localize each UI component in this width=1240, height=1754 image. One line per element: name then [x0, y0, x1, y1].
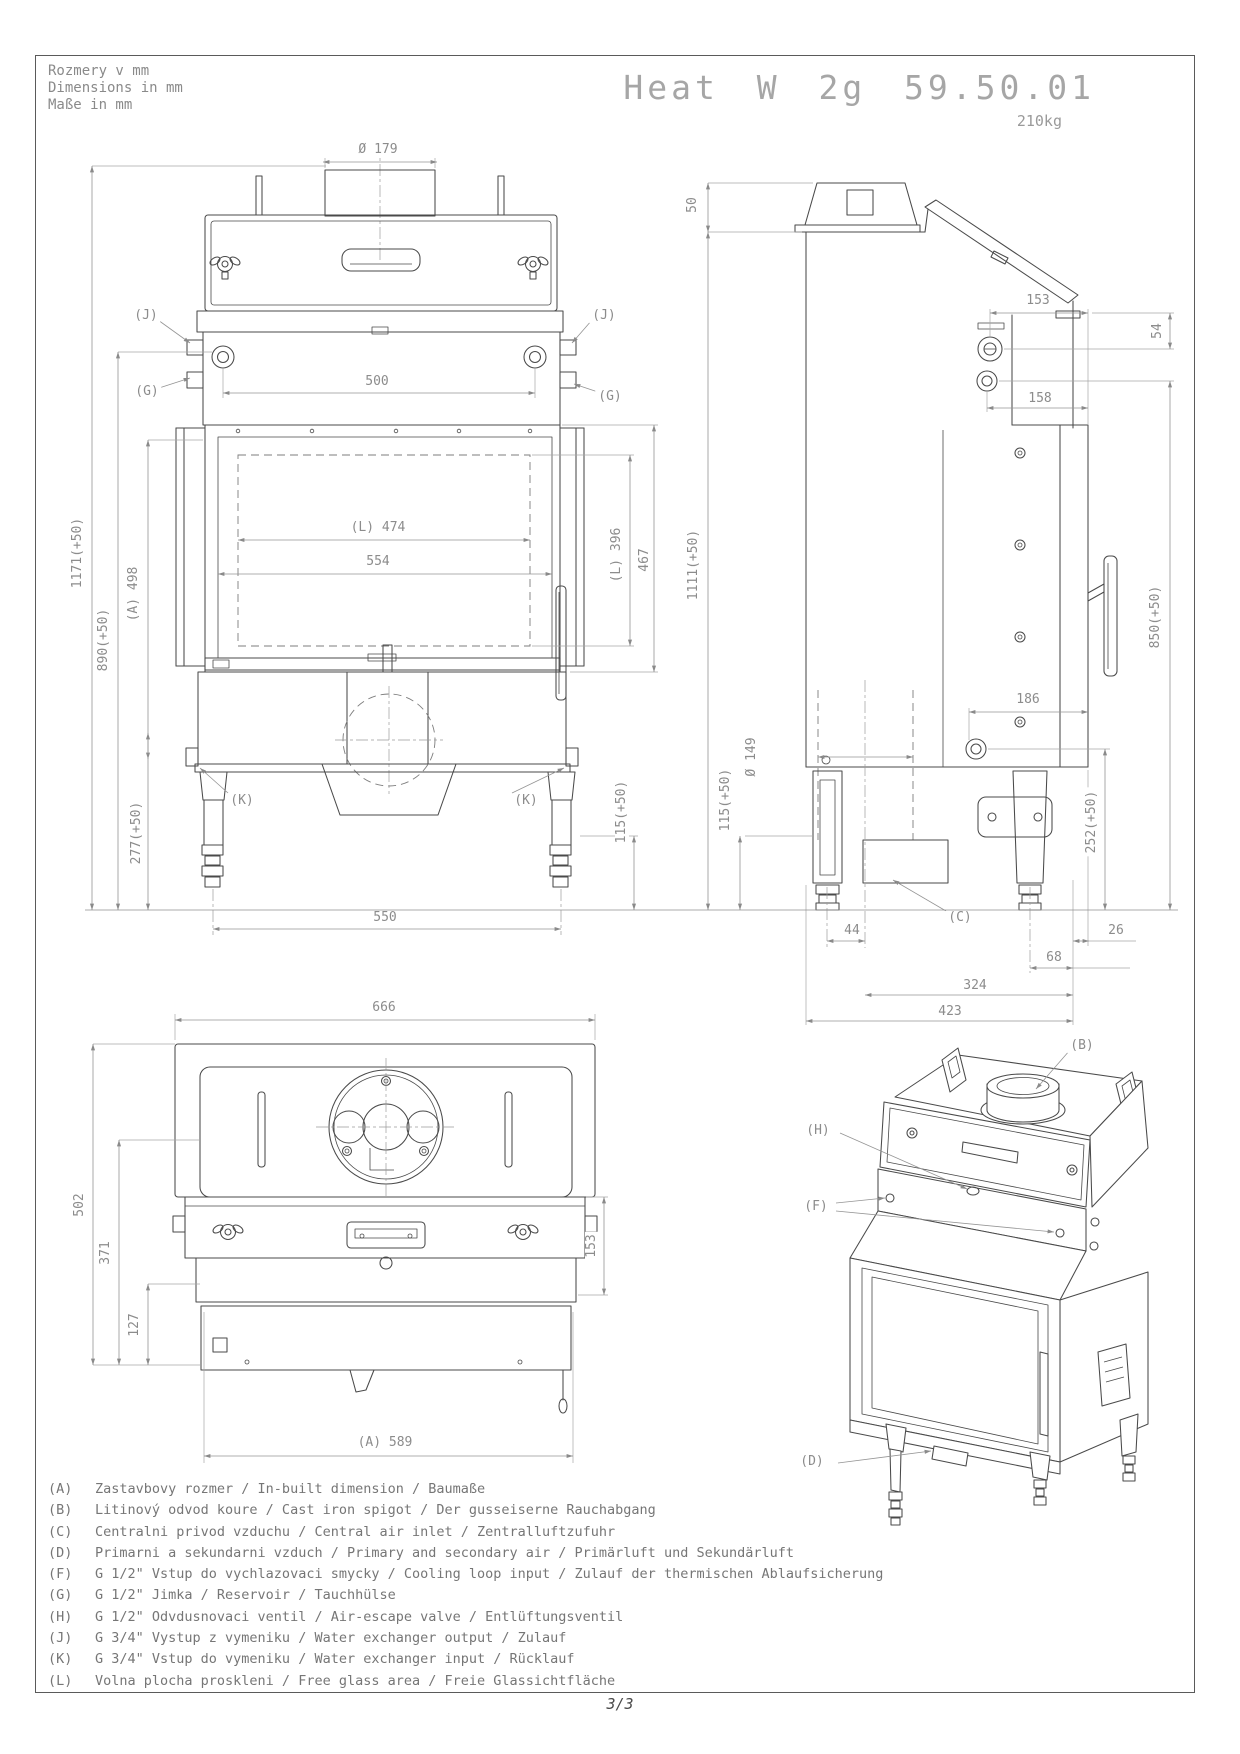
dim-side-spigot-height: 50	[686, 194, 700, 216]
front-view-geometry	[176, 143, 584, 887]
legend-item-k: (K) G 3/4" Vstup do vymeniku / Water exchanger input / Rücklauf	[48, 1651, 575, 1668]
dim-side-body-height: 850(+50)	[1149, 583, 1163, 652]
drawing-title: Heat W 2g 59.50.01	[623, 68, 1095, 107]
dim-front-inbuilt-height: (A) 498	[127, 564, 141, 625]
units-note	[48, 63, 183, 114]
dim-side-depth-overall: 423	[935, 1005, 964, 1019]
label-port-g-right: (G)	[595, 390, 624, 404]
dim-side-reservoir-depth: 158	[1025, 392, 1054, 406]
dim-plan-cover-depth: 153	[585, 1231, 599, 1260]
dim-side-input-depth: 186	[1013, 693, 1042, 707]
dim-side-door-thickness: 26	[1105, 924, 1127, 938]
legend-item-a: (A) Zastavbovy rozmer / In-built dimension / Baumaße	[48, 1481, 486, 1497]
legend-item-h: (H) G 1/2" Odvdusnovaci ventil / Air-escape valve / Entlüftungsventil	[48, 1608, 624, 1625]
dim-plan-body-depth: 371	[99, 1238, 113, 1267]
units-note-cz: Rozmery v mm	[48, 63, 150, 79]
isometric-view-geometry	[850, 1048, 1148, 1525]
label-port-k-right: (K)	[511, 794, 540, 808]
label-primary-air-d: (D)	[797, 1455, 826, 1469]
dim-front-ports-spacing: 500	[362, 375, 391, 389]
dim-side-leg-air-offset: 44	[841, 924, 863, 938]
label-port-j-left: (J)	[131, 309, 160, 323]
legend-item-g: (G) G 1/2" Jimka / Reservoir / Tauchhülse	[48, 1587, 396, 1604]
units-note-de: Maße in mm	[48, 97, 133, 113]
dim-front-ports-height: 890(+50)	[97, 606, 111, 675]
dim-front-base-height: 277(+50)	[130, 799, 144, 868]
dim-side-output-depth: 153	[1023, 294, 1052, 308]
legend-item-f: (F) G 1/2" Vstup do vychlazovaci smycky / Cooling loop input / Zulauf der thermischen Ablaufsicherung	[48, 1566, 884, 1583]
weight-value: 210kg	[1016, 112, 1062, 130]
label-air-escape-h: (H)	[803, 1124, 832, 1138]
dim-side-total-height: 1111(+50)	[687, 527, 701, 603]
plan-view-geometry	[173, 1044, 597, 1413]
dim-side-front-leg-offset: 68	[1043, 951, 1065, 965]
side-view-geometry	[795, 183, 1117, 948]
legend-item-d: (D) Primarni a sekundarni vzduch / Primary and secondary air / Primärluft und Sekundärluft	[48, 1544, 794, 1561]
dim-side-input-height: 252(+50)	[1085, 788, 1099, 857]
dim-front-flue-diameter: Ø 179	[355, 143, 400, 157]
units-note-en: Dimensions in mm	[48, 80, 183, 96]
dim-front-door-width: 554	[363, 555, 392, 569]
page-number: 3/3	[606, 1695, 634, 1713]
dim-plan-depth-overall: 502	[73, 1190, 87, 1219]
dim-plan-width-overall: 666	[369, 1001, 398, 1015]
dim-plan-front-depth: 127	[128, 1310, 142, 1339]
legend-item-l: (L) Volna plocha proskleni / Free glass area / Freie Glassichtfläche	[48, 1672, 616, 1689]
dim-front-door-height: 467	[638, 545, 652, 574]
dim-side-air-inlet-diameter: Ø 149	[745, 734, 759, 779]
dim-front-glass-height: (L) 396	[610, 525, 624, 586]
dim-side-air-to-front: 324	[960, 979, 989, 993]
label-port-g-left: (G)	[132, 385, 161, 399]
label-port-k-left: (K)	[227, 794, 256, 808]
legend-item-j: (J) G 3/4" Vystup z vymeniku / Water exchanger output / Zulauf	[48, 1630, 567, 1647]
dim-front-plinth-height: 115(+50)	[615, 778, 629, 847]
dim-side-plinth-height: 115(+50)	[719, 766, 733, 835]
dim-plan-inbuilt-width: (A) 589	[355, 1436, 416, 1450]
legend-item-b: (B) Litinový odvod koure / Cast iron spigot / Der gusseiserne Rauchabgang	[48, 1502, 656, 1519]
dim-front-feet-spacing: 550	[370, 911, 399, 925]
label-port-j-right: (J)	[589, 309, 618, 323]
label-cooling-loop-f: (F)	[801, 1200, 830, 1214]
label-air-inlet-c: (C)	[945, 911, 974, 925]
dim-front-glass-width: (L) 474	[348, 521, 409, 535]
plan-view-dimensions	[93, 1014, 608, 1463]
dim-front-total-height: 1171(+50)	[71, 515, 85, 591]
legend-item-c: (C) Centralni privod vzduchu / Central air inlet / Zentralluftzufuhr	[48, 1523, 616, 1540]
legend	[48, 1479, 883, 1692]
dim-side-top-offset: 54	[1151, 320, 1165, 342]
label-spigot-b: (B)	[1067, 1039, 1096, 1053]
front-view-dimensions	[92, 158, 658, 935]
